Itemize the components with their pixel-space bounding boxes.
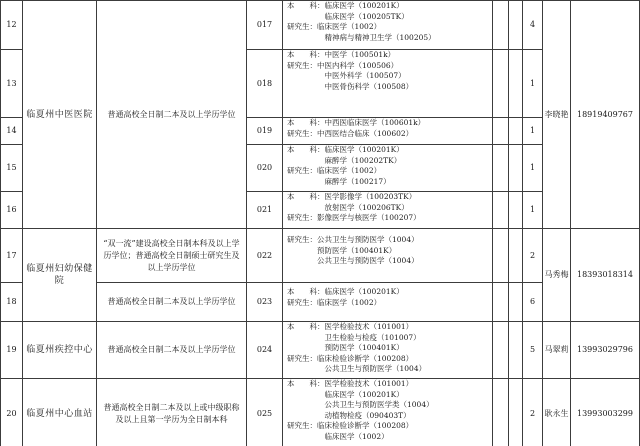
hiring-count: 4 [523, 1, 543, 50]
major-line: 本 科：中医学（100501k） [287, 50, 396, 59]
major-line: 研究生：公共卫生与预防医学（1004） [287, 235, 419, 244]
position-code: 023 [247, 283, 283, 322]
major-line: 研究生：临床医学（1002） [287, 297, 382, 307]
contact-phone: 18393018314 [571, 229, 640, 322]
blank-cell [509, 322, 523, 379]
table-row [1, 379, 640, 446]
major-line: 中医骨伤科学（100508） [287, 81, 414, 91]
position-code: 021 [247, 192, 283, 229]
major-line: 中医外科学（100507） [287, 71, 406, 80]
contact-person: 耿永生 [543, 379, 571, 446]
major-requirements [283, 118, 493, 145]
major-requirements [283, 50, 493, 118]
contact-person: 李晓艳 [543, 1, 571, 229]
position-code: 019 [247, 118, 283, 145]
major-line: 预防医学（100401K） [287, 245, 397, 255]
major-line: 本 科：临床医学（100201K） [287, 1, 404, 10]
row-number: 15 [1, 145, 23, 192]
unit-name: 临夏州妇幼保健院 [23, 229, 97, 322]
major-requirements [283, 1, 493, 50]
position-code: 025 [247, 379, 283, 446]
major-line: 研究生：临床医学（1002） [287, 166, 382, 175]
major-line: 本 科：医学检验技术（101001） [287, 379, 414, 388]
contact-phone: 13993003299 [571, 379, 640, 446]
row-number: 20 [1, 379, 23, 446]
major-requirements [283, 229, 493, 283]
major-line: 本 科：中西医临床医学（100601k） [287, 118, 426, 127]
blank-cell [493, 379, 509, 446]
blank-cell [509, 145, 523, 192]
position-code: 024 [247, 322, 283, 379]
major-line: 临床医学（100205TK） [287, 11, 409, 21]
education-requirement: 普通高校全日制二本及以上学历学位 [97, 1, 247, 229]
row-number: 19 [1, 322, 23, 379]
hiring-count: 2 [523, 379, 543, 446]
table-row [1, 229, 640, 283]
blank-cell [493, 145, 509, 192]
blank-cell [493, 192, 509, 229]
position-code: 020 [247, 145, 283, 192]
major-requirements [283, 322, 493, 379]
major-line: 麻醉学（100202TK） [287, 155, 402, 165]
unit-name: 临夏州中医医院 [23, 1, 97, 229]
blank-cell [493, 229, 509, 283]
major-line: 公共卫生与预防医学（1004） [287, 256, 419, 265]
table-row [1, 322, 640, 379]
unit-name: 临夏州中心血站 [23, 379, 97, 446]
hiring-count: 1 [523, 145, 543, 192]
major-requirements [283, 283, 493, 322]
position-code: 017 [247, 1, 283, 50]
row-number: 14 [1, 118, 23, 145]
blank-cell [493, 1, 509, 50]
major-line: 本 科：临床医学（100201K） [287, 287, 404, 296]
row-number: 12 [1, 1, 23, 50]
blank-cell [493, 50, 509, 118]
contact-person: 马秀梅 [543, 229, 571, 322]
blank-cell [509, 229, 523, 283]
major-line: 精神病与精神卫生学（100205） [287, 32, 436, 42]
blank-cell [493, 283, 509, 322]
major-line: 动植物检疫（090403T） [287, 410, 411, 420]
contact-phone: 18919409767 [571, 1, 640, 229]
table-row [1, 1, 640, 50]
major-line: 临床医学（100201K） [287, 389, 404, 399]
major-line: 卫生检验与检疫（101007） [287, 332, 421, 342]
hiring-count: 1 [523, 50, 543, 118]
major-line: 本 科：医学影像学（100203TK） [287, 192, 417, 201]
row-number: 17 [1, 229, 23, 283]
hiring-count: 6 [523, 283, 543, 322]
contact-phone: 13993029796 [571, 322, 640, 379]
education-requirement: 普通高校全日制二本及以上学历学位 [97, 283, 247, 322]
unit-name: 临夏州疾控中心 [23, 322, 97, 379]
blank-cell [509, 50, 523, 118]
major-line: 研究生：中医内科学（100506） [287, 60, 399, 70]
blank-cell [509, 118, 523, 145]
blank-cell [509, 379, 523, 446]
major-requirements [283, 145, 493, 192]
blank-cell [509, 283, 523, 322]
major-requirements [283, 379, 493, 446]
hiring-count: 2 [523, 229, 543, 283]
education-requirement: 普通高校全日制二本及以上或中级职称及以上且第一学历为全日制本科 [97, 379, 247, 446]
major-line: 麻醉学（100217） [287, 176, 391, 186]
major-line: 研究生：中西医结合临床（100602） [287, 128, 414, 138]
position-code: 018 [247, 50, 283, 118]
major-line: 本 科：临床医学（100201K） [287, 145, 404, 154]
blank-cell [509, 192, 523, 229]
hiring-count: 5 [523, 322, 543, 379]
hiring-count: 1 [523, 192, 543, 229]
education-requirement: “双一流”建设高校全日制本科及以上学历学位；普通高校全日制硕士研究生及以上学历学位 [97, 229, 247, 283]
row-number: 16 [1, 192, 23, 229]
major-line: 研究生：影像医学与核医学（100207） [287, 213, 421, 222]
major-line: 公共卫生与预防医学类（1004） [287, 400, 434, 409]
major-line: 放射医学（100206TK） [287, 202, 409, 212]
blank-cell [509, 1, 523, 50]
position-code: 022 [247, 229, 283, 283]
major-line: 研究生：临床检验诊断学（100208） [287, 421, 414, 430]
major-line: 研究生：临床检验诊断学（100208） [287, 353, 414, 363]
blank-cell [493, 118, 509, 145]
major-requirements [283, 192, 493, 229]
major-line: 公共卫生与预防医学（1004） [287, 364, 427, 373]
education-requirement: 普通高校全日制二本及以上学历学位 [97, 322, 247, 379]
hiring-count: 1 [523, 118, 543, 145]
row-number: 13 [1, 50, 23, 118]
row-number: 18 [1, 283, 23, 322]
major-line: 临床医学（1002） [287, 431, 389, 441]
blank-cell [493, 322, 509, 379]
contact-person: 马翠莉 [543, 322, 571, 379]
major-line: 本 科：医学检验技术（101001） [287, 322, 414, 331]
major-line: 研究生：临床医学（1002） [287, 22, 382, 31]
major-line: 预防医学（100401K） [287, 343, 404, 352]
